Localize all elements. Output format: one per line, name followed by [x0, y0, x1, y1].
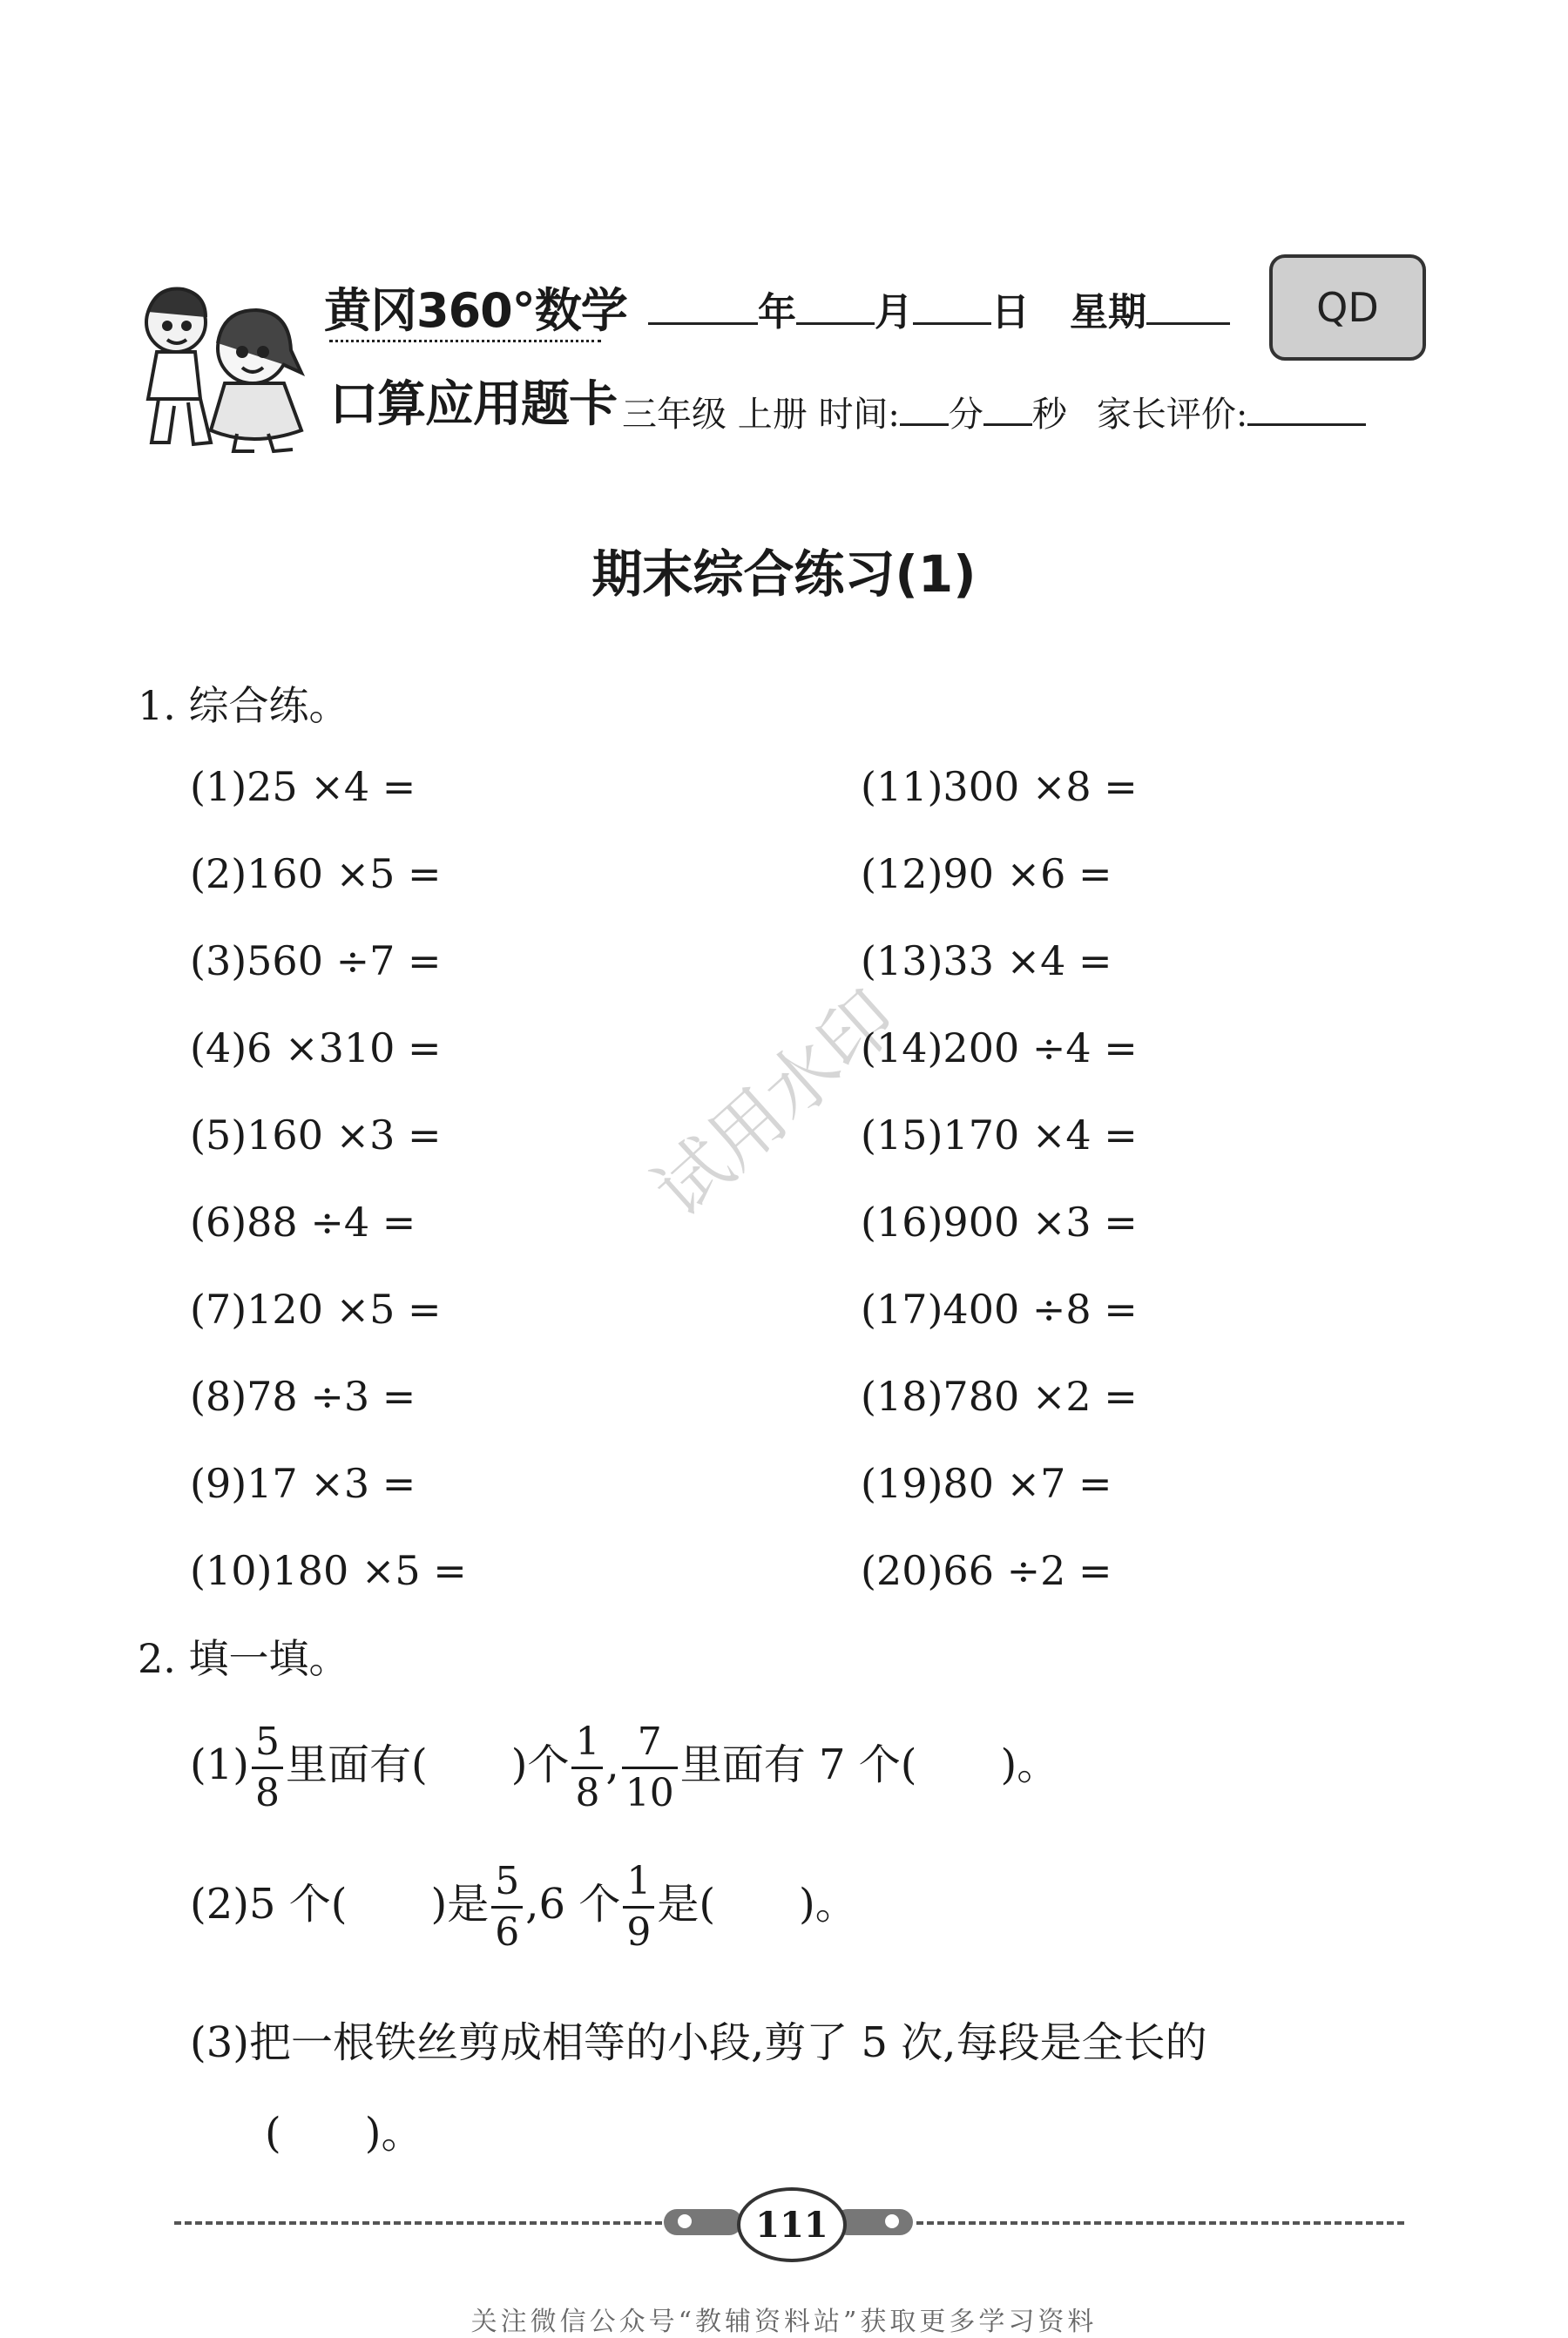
- month-blank: [796, 291, 875, 325]
- minute-blank: [900, 397, 949, 426]
- year-blank: [648, 291, 758, 325]
- problem-1: (1)25 ×4 =: [190, 763, 416, 810]
- problem-17: (17)400 ÷8 =: [861, 1286, 1138, 1333]
- fraction-5-6: $\frac{5}{6}$: [491, 1862, 523, 1952]
- watermark: 试用水印: [638, 974, 913, 1234]
- problem-16: (16)900 ×3 =: [861, 1199, 1138, 1246]
- problem-12: (12)90 ×6 =: [861, 850, 1112, 897]
- q2-text-2: ,6 个: [525, 1880, 621, 1929]
- footer-dot-right: [885, 2214, 899, 2228]
- problem-7: (7)120 ×5 =: [190, 1286, 442, 1333]
- fill-question-3-line-2: ( )。: [265, 2109, 423, 2158]
- q1-text-3: 里面有 7 个( )。: [679, 1740, 1059, 1789]
- second-label: 秒: [1031, 395, 1067, 435]
- problem-9: (9)17 ×3 =: [190, 1460, 416, 1507]
- minute-label: 分: [948, 395, 983, 435]
- page-title: 期末综合练习(1): [591, 544, 977, 604]
- section-2-heading: 2. 填一填。: [138, 1635, 349, 1682]
- problem-20: (20)66 ÷2 =: [861, 1547, 1112, 1594]
- second-blank: [983, 397, 1032, 426]
- footer-dashed-line-right: [916, 2221, 1404, 2225]
- footer-pill-left: [664, 2209, 742, 2235]
- time-label: 时间:: [818, 395, 900, 435]
- day-blank: [913, 291, 991, 325]
- brand-subtitle: 口算应用题卡: [329, 376, 617, 433]
- q2-label: (2): [190, 1880, 249, 1929]
- weekday-label: 星期: [1070, 290, 1146, 334]
- edition-badge: QD: [1269, 254, 1426, 361]
- year-label: 年: [758, 290, 796, 334]
- parent-eval-label: 家长评价:: [1096, 395, 1248, 435]
- q2-text-1: 5 个( )是: [249, 1880, 490, 1929]
- fill-question-3-line-1: (3)把一根铁丝剪成相等的小段,剪了 5 次,每段是全长的: [190, 2018, 1207, 2067]
- page-number: 111: [737, 2187, 847, 2262]
- fraction-1-9: $\frac{1}{9}$: [623, 1862, 654, 1952]
- problem-14: (14)200 ÷4 =: [861, 1024, 1138, 1071]
- q1-text-1: 里面有( )个: [286, 1740, 570, 1789]
- month-label: 月: [875, 290, 913, 334]
- date-line: [648, 280, 1230, 336]
- fraction-5-8: $\frac{5}{8}$: [252, 1723, 283, 1813]
- footer-dot-left: [678, 2214, 692, 2228]
- section-1-heading: 1. 综合练。: [138, 682, 349, 729]
- problem-4: (4)6 ×310 =: [190, 1024, 442, 1071]
- parent-eval-blank: [1247, 397, 1366, 426]
- q2-text-3: 是( )。: [657, 1880, 857, 1929]
- kids-illustration: [122, 277, 331, 456]
- problem-11: (11)300 ×8 =: [861, 763, 1138, 810]
- problem-6: (6)88 ÷4 =: [190, 1199, 416, 1246]
- problem-3: (3)560 ÷7 =: [190, 937, 442, 984]
- day-label: 日: [991, 290, 1030, 334]
- problem-8: (8)78 ÷3 =: [190, 1373, 416, 1420]
- problem-10: (10)180 ×5 =: [190, 1547, 467, 1594]
- fill-question-1: [190, 1720, 1059, 1815]
- problem-15: (15)170 ×4 =: [861, 1112, 1138, 1159]
- problem-2: (2)160 ×5 =: [190, 850, 442, 897]
- grade-label: 三年级 上册: [622, 395, 808, 435]
- q1-text-2: ,: [605, 1740, 619, 1789]
- fraction-1-8: $\frac{1}{8}$: [571, 1723, 603, 1813]
- q1-label: (1): [190, 1740, 249, 1789]
- problem-18: (18)780 ×2 =: [861, 1373, 1138, 1420]
- problem-5: (5)160 ×3 =: [190, 1112, 442, 1159]
- footer-note: 关注微信公众号“教辅资料站”获取更多学习资料: [470, 2307, 1098, 2337]
- grade-time-line: [622, 387, 1366, 436]
- fill-question-2: [190, 1859, 857, 1955]
- problem-19: (19)80 ×7 =: [861, 1460, 1112, 1507]
- weekday-blank: [1146, 291, 1230, 325]
- footer-dashed-line-left: [174, 2221, 662, 2225]
- brand-divider: [329, 340, 601, 342]
- fraction-7-10: $\frac{7}{10}$: [622, 1723, 678, 1813]
- problem-13: (13)33 ×4 =: [861, 937, 1112, 984]
- brand-title: 黄冈360°数学: [324, 283, 627, 338]
